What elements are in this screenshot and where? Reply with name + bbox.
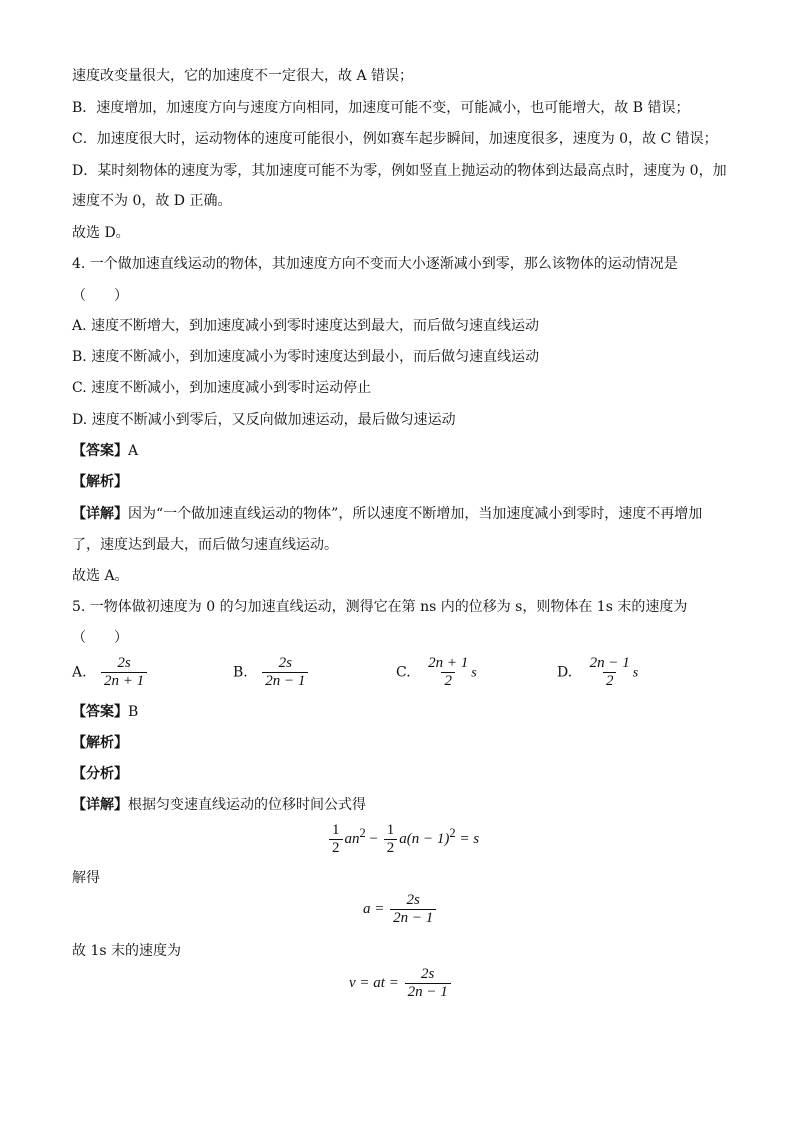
- exponent: 2: [449, 825, 456, 840]
- fraction-denominator: 2: [603, 672, 617, 690]
- jiede-text: 解得: [72, 870, 100, 886]
- fraction-denominator: 2n + 1: [101, 672, 147, 690]
- question-4-conclusion: 故选 A。: [72, 568, 129, 584]
- question-4-option-a: A. 速度不断增大，到加速度减小到零时速度达到最大，而后做匀速直线运动: [72, 318, 540, 334]
- fraction-numerator: 1: [386, 822, 395, 838]
- option-letter: D.: [557, 664, 573, 681]
- equation-velocity: [349, 966, 453, 1001]
- answer-tag: 【答案】: [72, 704, 128, 720]
- detail-text: 因为“一个做加速直线运动的物体”，所以速度不断增加，当加速度减小到零时，速度不再增加: [128, 506, 703, 522]
- fraction-denominator: 2n − 1: [405, 983, 451, 1001]
- option-letter: B.: [233, 664, 248, 681]
- question-4-detail: [72, 504, 702, 524]
- velocity-text: 故 1s 末的速度为: [72, 943, 181, 959]
- equation-term: an: [344, 830, 360, 847]
- option-fraction: [101, 655, 147, 690]
- option-letter: A.: [72, 664, 87, 681]
- answer-tag: 【答案】: [72, 443, 128, 459]
- fraction-numerator: 2n − 1: [589, 655, 630, 671]
- answer-value: B: [128, 704, 139, 720]
- fraction-denominator: 2: [384, 839, 398, 857]
- equation-displacement: [327, 822, 479, 857]
- text-line: C．加速度很大时，运动物体的速度可能很小，例如赛车起步瞬间，加速度很多，速度为 0，故 C 错误；: [72, 131, 718, 147]
- question-4-answer: [72, 441, 138, 461]
- detail-tag: 【详解】: [72, 506, 128, 522]
- text-line: 速度不为 0，故 D 正确。: [72, 193, 232, 209]
- analysis-tag: 【解析】: [72, 735, 128, 751]
- option-fraction: [587, 655, 633, 690]
- exponent: 2: [359, 825, 366, 840]
- equation-acceleration: [363, 892, 438, 927]
- fraction-denominator: 2n − 1: [390, 909, 436, 927]
- analysis-tag: 【解析】: [72, 474, 128, 490]
- equation-fraction: [405, 966, 451, 1001]
- question-5-answer: [72, 702, 138, 722]
- option-letter: C.: [396, 664, 411, 681]
- answer-value: A: [128, 443, 139, 459]
- fraction-numerator: 2s: [406, 892, 420, 908]
- equation-lhs: v = at =: [349, 974, 403, 991]
- question-5-paren: （ ）: [72, 630, 128, 646]
- option-suffix: s: [632, 665, 639, 681]
- fraction-numerator: 2s: [420, 966, 435, 982]
- fraction-numerator: 2s: [117, 655, 131, 671]
- fraction-denominator: 2: [441, 672, 455, 690]
- detail-tag: 【详解】: [72, 797, 128, 813]
- question-4-stem: 4. 一个做加速直线运动的物体，其加速度方向不变而大小逐渐减小到零，那么该物体的运动情况是: [72, 256, 678, 272]
- question-4-option-d: D. 速度不断减小到零后，又反向做加速运动，最后做匀速运动: [72, 412, 456, 428]
- question-5-detail: [72, 795, 366, 815]
- fraction-half: [329, 822, 343, 857]
- option-fraction: [262, 655, 308, 690]
- fraction-denominator: 2: [329, 839, 343, 857]
- equation-lhs: a =: [363, 900, 389, 917]
- question-4-detail-cont: 了，速度达到最大，而后做匀速直线运动。: [72, 537, 338, 553]
- option-fraction: [425, 655, 471, 690]
- equation-rhs: = s: [455, 830, 480, 847]
- operator: −: [365, 830, 382, 847]
- option-suffix: s: [471, 665, 477, 681]
- text-line: 故选 D。: [72, 225, 130, 241]
- question-5-option-d: [557, 655, 638, 690]
- question-5-option-b: [233, 655, 308, 690]
- fraction-numerator: 2s: [278, 655, 292, 671]
- equation-term: a(n − 1): [399, 830, 450, 847]
- question-4-option-c: C. 速度不断减小，到加速度减小到零时运动停止: [72, 380, 372, 396]
- question-5-option-c: [396, 655, 477, 690]
- fraction-numerator: 2n + 1: [428, 655, 469, 671]
- question-4-option-b: B. 速度不断减小，到加速度减小为零时速度达到最小，而后做匀速直线运动: [72, 349, 540, 365]
- question-5-option-a: [72, 655, 147, 690]
- question-4-paren: （ ）: [72, 288, 128, 304]
- fraction-half: [384, 822, 398, 857]
- question-5-stem: 5. 一物体做初速度为 0 的匀加速直线运动，测得它在第 ns 内的位移为 s，则物体在 1s 末的速度为: [72, 599, 688, 615]
- fraction-numerator: 1: [332, 822, 340, 838]
- equation-fraction: [390, 892, 436, 927]
- detail-text: 根据匀变速直线运动的位移时间公式得: [128, 797, 366, 813]
- text-line: 速度改变量很大，它的加速度不一定很大，故 A 错误；: [72, 68, 414, 84]
- text-line: B．速度增加，加速度方向与速度方向相同，加速度可能不变，可能减小，也可能增大，故 B 错误；: [72, 100, 690, 116]
- text-line: D．某时刻物体的速度为零，其加速度可能不为零，例如竖直上抛运动的物体到达最高点时，速度为 0，加: [72, 163, 727, 179]
- fraction-denominator: 2n − 1: [262, 672, 308, 690]
- fenxi-tag: 【分析】: [72, 766, 128, 782]
